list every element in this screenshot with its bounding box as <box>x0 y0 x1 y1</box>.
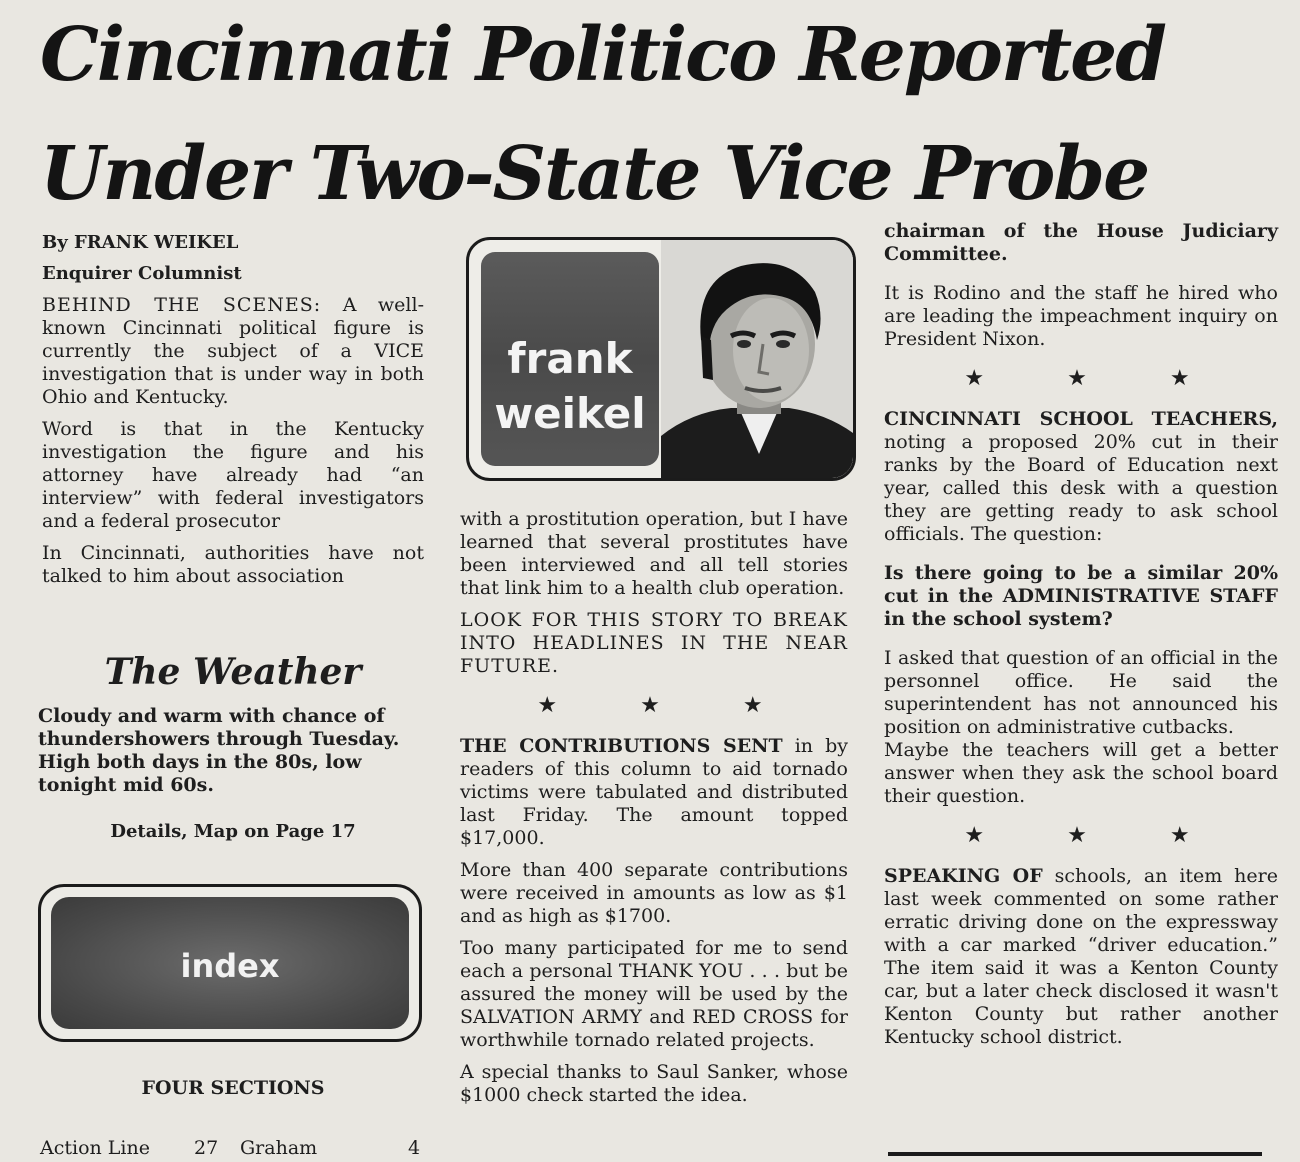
headline-line-1: Cincinnati Politico Reported <box>40 12 1165 98</box>
section-divider-stars: ★ ★ ★ <box>964 823 1228 848</box>
index-label: index <box>180 947 280 985</box>
paragraph: It is Rodino and the staff he hired who are leading the impeachment inquiry on President Nixon. <box>884 282 1278 350</box>
paragraph: Word is that in the Kentucky investigation the figure and his attorney have already had “an interview” with federal investigators and a federal prosecutor <box>42 418 424 532</box>
paragraph-text: noting a proposed 20% cut in their ranks by the Board of Education next year, called this desk with a question they are getting ready to ask school officials. The question: <box>884 431 1278 545</box>
paragraph-text: in by readers of this column to aid tornado victims were tabulated and distributed last Friday. The amount topped $17,000. <box>460 735 848 849</box>
byline-title: Enquirer Columnist <box>42 263 242 284</box>
section-divider-stars: ★ ★ ★ <box>537 693 801 718</box>
headline-line-2: Under Two-State Vice Probe <box>40 131 1149 217</box>
index-panel <box>51 897 409 1029</box>
paragraph: LOOK FOR THIS STORY TO BREAK INTO HEADLINES IN THE NEAR FUTURE. <box>460 609 848 677</box>
column-rule <box>888 1152 1262 1156</box>
index-entry-name: Graham <box>240 1137 318 1159</box>
section-divider-stars: ★ ★ ★ <box>964 366 1228 391</box>
paragraph: Is there going to be a similar 20% cut in the ADMINISTRATIVE STAFF in the school system? <box>884 562 1278 630</box>
paragraph <box>884 865 1278 1049</box>
column-3 <box>884 220 1278 1058</box>
index-entry-page: 4 <box>408 1137 421 1159</box>
logo-word-last: weikel <box>494 389 646 438</box>
column-logo <box>481 252 659 466</box>
paragraph: Too many participated for me to send each a personal THANK YOU . . . but be assured the money will be used by the SALVATION ARMY and RED CROSS for worthwhile tornado related projects. <box>460 937 848 1051</box>
paragraph-lead: BEHIND THE SCENES: <box>42 294 322 316</box>
paragraph-text: schools, an item here last week commented on some rather erratic driving done on the expressway with a car marked “driver education.” The item said it was a Kenton County car, but a later check disclosed it wasn't Kenton County but rather another Kentucky school district. <box>884 865 1278 1048</box>
weather-text: Cloudy and warm with chance of thundershowers through Tuesday. High both days in the 80s, low tonight mid 60s. <box>38 705 400 796</box>
index-box <box>38 884 422 1042</box>
paragraph: Maybe the teachers will get a better answer when they ask the school board their question. <box>884 739 1278 807</box>
column-1 <box>42 232 424 597</box>
paragraph <box>460 735 848 850</box>
logo-word-first: frank <box>507 334 633 383</box>
paragraph: In Cincinnati, authorities have not talked to him about association <box>42 542 424 587</box>
column-2 <box>460 508 848 1116</box>
paragraph: A special thanks to Saul Sanker, whose $1000 check started the idea. <box>460 1061 848 1106</box>
columnist-photo-box <box>466 237 856 481</box>
paragraph-text: A well-known Cincinnati political figure is currently the subject of a VICE investigation that is under way in both Ohio and Kentucky. <box>42 294 424 408</box>
paragraph: with a prostitution operation, but I have learned that several prostitutes have been interviewed and all tell stories that link him to a health club operation. <box>460 508 848 599</box>
weather-forecast <box>38 705 422 797</box>
paragraph-lead: THE CONTRIBUTIONS SENT <box>460 735 783 757</box>
paragraph-lead: CINCINNATI SCHOOL TEACHERS, <box>884 408 1278 430</box>
paragraph <box>42 294 424 409</box>
columnist-portrait <box>661 240 856 480</box>
paragraph: chairman of the House Judiciary Committee. <box>884 220 1278 265</box>
paragraph: More than 400 separate contributions were received in amounts as low as $1 and as high as $1700. <box>460 859 848 927</box>
paragraph-lead: SPEAKING OF <box>884 865 1043 887</box>
index-entry-name: Action Line <box>40 1137 150 1159</box>
byline-author: By FRANK WEIKEL <box>42 232 239 253</box>
sections-count: FOUR SECTIONS <box>141 1077 325 1099</box>
weather-title: The Weather <box>104 651 362 693</box>
weather-details: Details, Map on Page 17 <box>110 821 356 842</box>
paragraph <box>884 408 1278 546</box>
paragraph: I asked that question of an official in the personnel office. He said the superintendent has not announced his position on administrative cutbacks. <box>884 647 1278 738</box>
portrait-image <box>661 240 856 480</box>
index-entry-page: 27 <box>194 1137 219 1159</box>
